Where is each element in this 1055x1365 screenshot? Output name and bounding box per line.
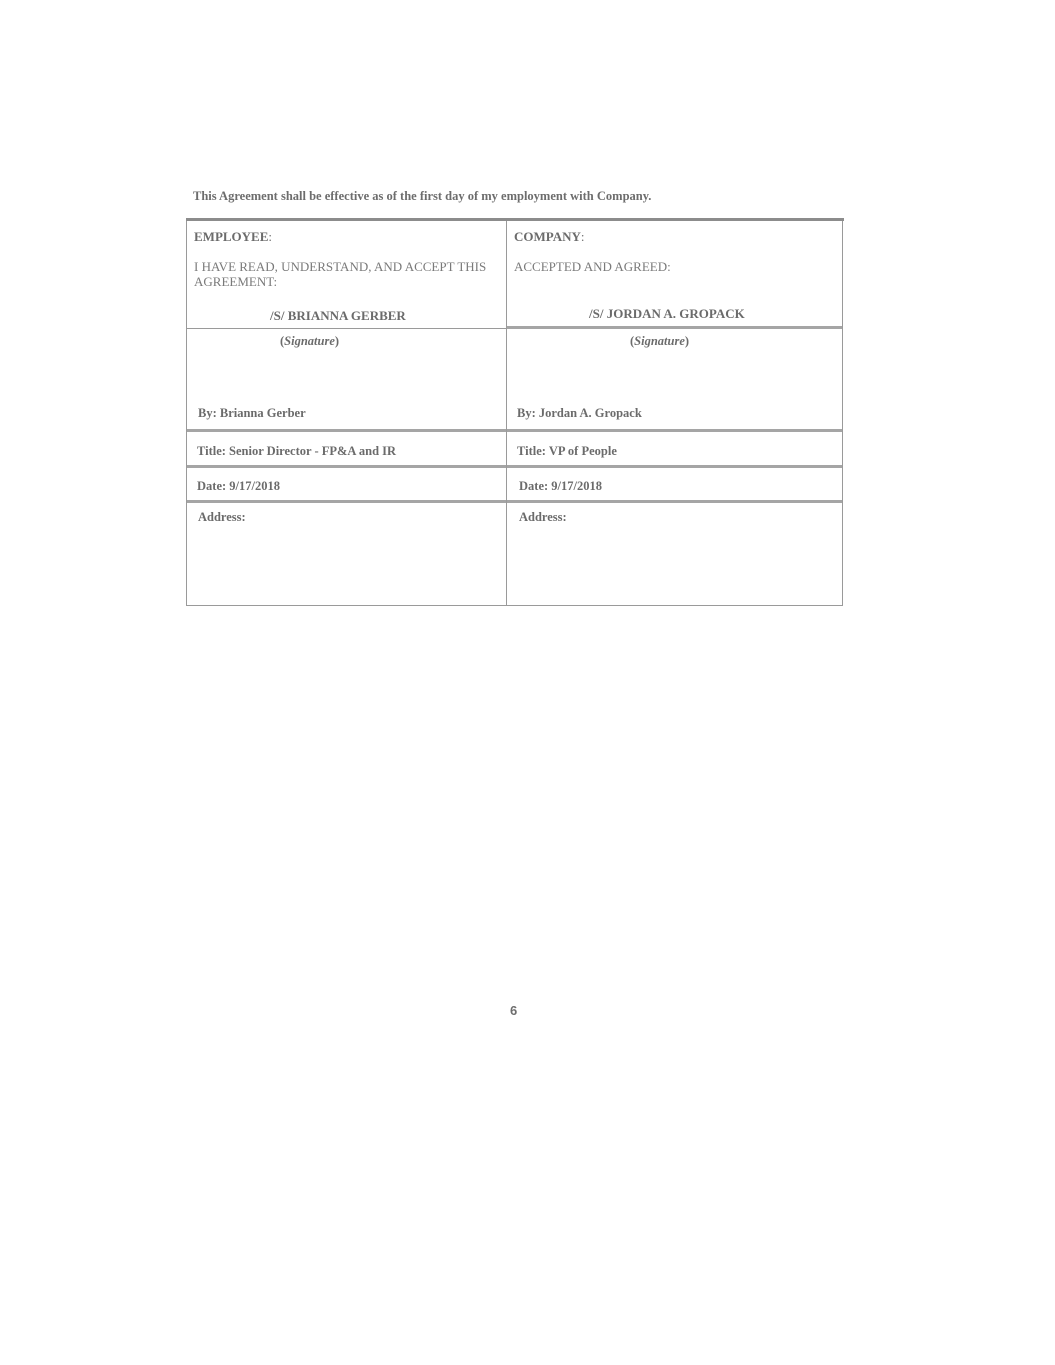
signature-table <box>186 218 843 606</box>
employee-by: By: Brianna Gerber <box>198 406 306 420</box>
company-by: By: Jordan A. Gropack <box>517 406 642 420</box>
employee-signature: /S/ BRIANNA GERBER <box>270 308 406 323</box>
company-signature: /S/ JORDAN A. GROPACK <box>589 306 745 321</box>
company-statement: ACCEPTED AND AGREED: <box>514 259 671 274</box>
company-heading-line <box>514 229 585 245</box>
employee-signature-caption: (Signature) <box>280 334 340 348</box>
employee-heading: EMPLOYEE <box>194 229 269 244</box>
company-row-divider-1 <box>507 429 842 432</box>
employee-address: Address: <box>198 510 246 524</box>
company-address: Address: <box>519 510 567 524</box>
company-signature-caption: (Signature) <box>630 334 690 348</box>
employee-heading-colon: : <box>268 229 273 244</box>
employee-heading-line <box>194 229 272 245</box>
employee-date: Date: 9/17/2018 <box>197 479 280 493</box>
company-column <box>507 221 843 606</box>
company-row-divider-3 <box>507 500 842 503</box>
company-heading: COMPANY <box>514 229 581 244</box>
page-number: 6 <box>510 1003 518 1018</box>
employee-signature-line <box>187 328 506 329</box>
effective-date-statement: This Agreement shall be effective as of the first day of my employment with Company. <box>193 189 652 203</box>
company-signature-caption-text: Signature <box>634 334 685 348</box>
employee-row-divider-1 <box>187 429 506 432</box>
employee-row-divider-2 <box>187 465 506 468</box>
employee-signature-caption-text: Signature <box>284 334 335 348</box>
company-row-divider-2 <box>507 465 842 468</box>
employee-statement: I HAVE READ, UNDERSTAND, AND ACCEPT THIS AGREEMENT: <box>194 259 487 289</box>
company-signature-line <box>507 326 842 329</box>
company-date: Date: 9/17/2018 <box>519 479 602 493</box>
employee-row-divider-3 <box>187 500 506 503</box>
company-title: Title: VP of People <box>517 444 617 458</box>
employee-title: Title: Senior Director - FP&A and IR <box>197 444 397 458</box>
employee-column <box>186 221 507 606</box>
company-heading-colon: : <box>580 229 585 244</box>
